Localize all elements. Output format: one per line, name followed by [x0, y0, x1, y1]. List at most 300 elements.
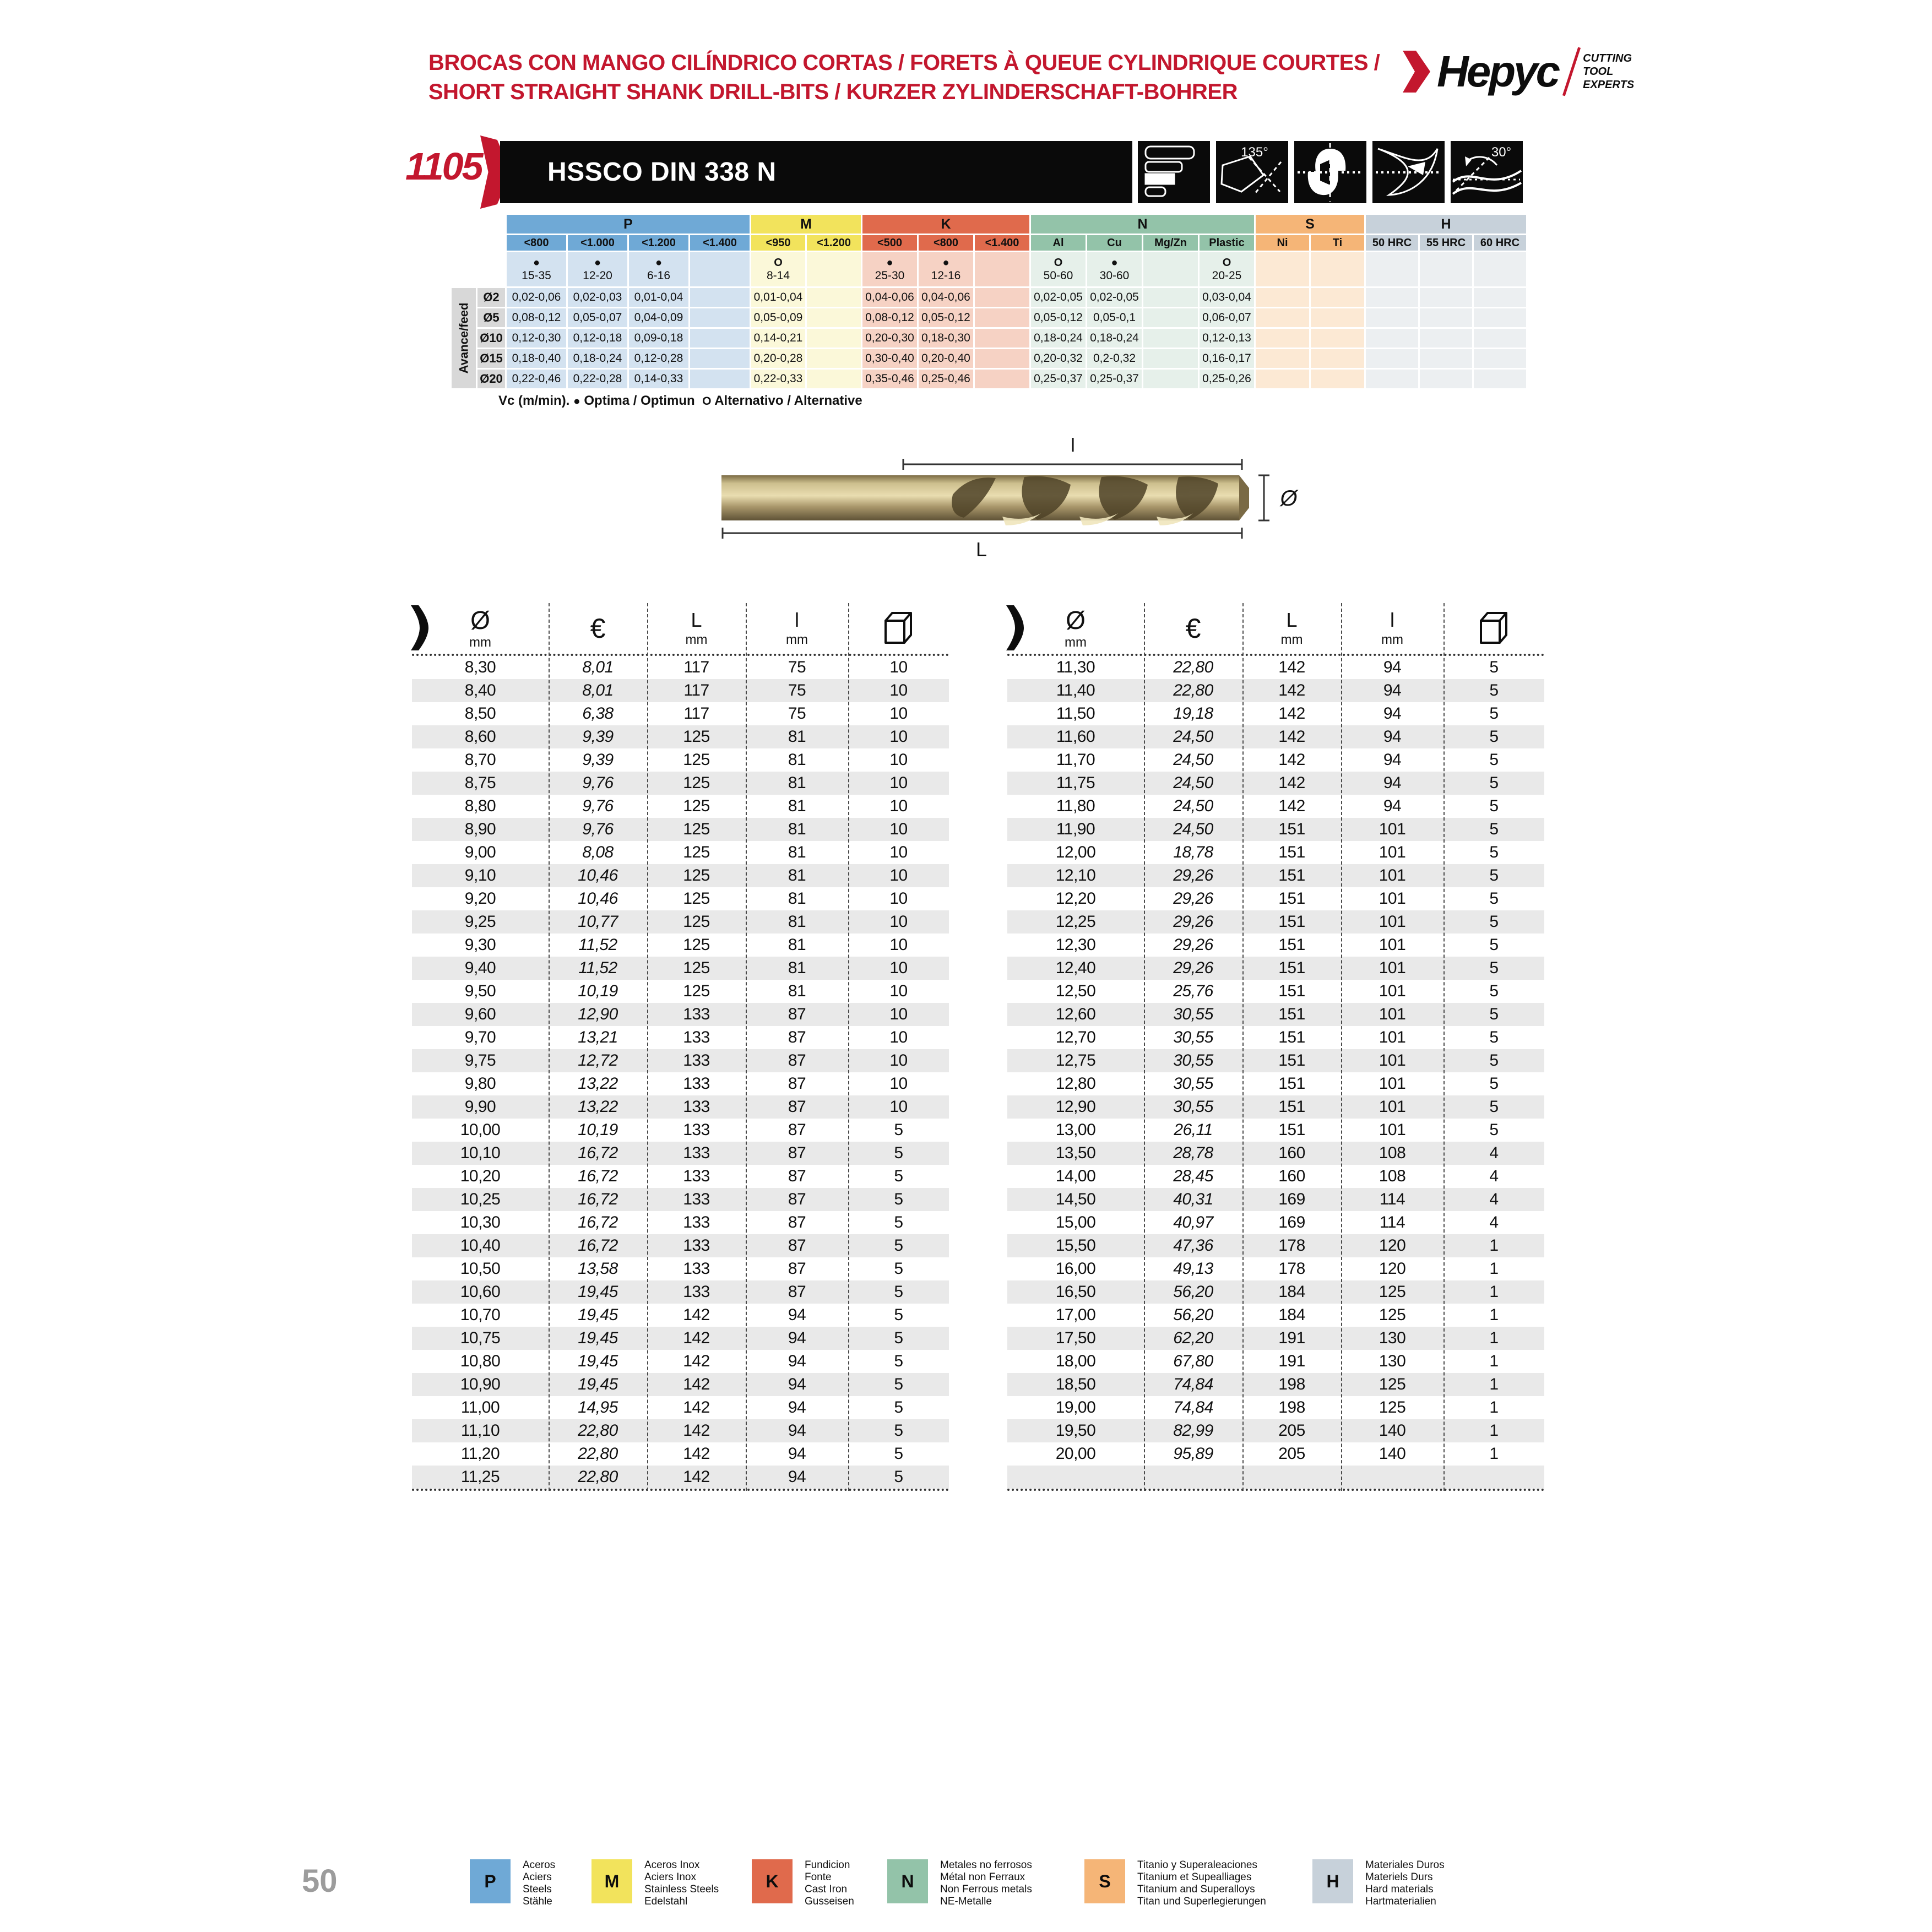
diameter-value: 8,70 [464, 751, 496, 769]
flute-length-value: 87 [788, 1074, 806, 1093]
flute-length-value: 81 [788, 936, 806, 954]
pack-qty-value: 10 [889, 658, 908, 676]
diameter-unit: mm [469, 635, 491, 650]
feed-cell: 0,02-0,05 [1031, 288, 1086, 307]
length-value: 169 [1278, 1190, 1305, 1208]
speed-feed-footnote [498, 393, 862, 409]
diameter-value: 9,50 [464, 982, 496, 1000]
flute-length-value: 125 [1379, 1375, 1406, 1393]
flute-length-value: 94 [788, 1421, 806, 1440]
price-row [1007, 980, 1544, 1003]
flute-length-value: 101 [1379, 1005, 1406, 1023]
diameter-value: 8,80 [464, 797, 496, 815]
alternative-label: Alternativo / Alternative [714, 393, 862, 408]
legend-item-H [1312, 1859, 1445, 1908]
length-value: 133 [683, 1098, 710, 1116]
feed-cell [975, 349, 1029, 368]
pack-qty-value: 5 [1489, 843, 1499, 861]
threshold-N-3: Plastic [1200, 235, 1254, 251]
pack-qty-value: 10 [889, 774, 908, 792]
price-value: 82,99 [1173, 1421, 1213, 1440]
diameter-value: 10,20 [460, 1167, 501, 1185]
flute-length-value: 101 [1379, 866, 1406, 884]
price-row [412, 772, 949, 795]
pack-qty-value: 5 [1489, 866, 1499, 884]
optima-label: Optima / Optimun [584, 393, 695, 408]
col-header-pack-qty [848, 603, 949, 654]
diameter-value: 8,60 [464, 728, 496, 746]
flute-length-value: 87 [788, 1051, 806, 1070]
diameter-value: 18,50 [1055, 1375, 1096, 1393]
length-value: 151 [1278, 843, 1305, 861]
length-value: 125 [683, 913, 710, 931]
pack-qty-value: 5 [894, 1260, 903, 1278]
length-value: 133 [683, 1051, 710, 1070]
flute-length-value: 101 [1379, 936, 1406, 954]
diameter-value: 12,00 [1055, 843, 1096, 861]
legend-swatch-H: H [1312, 1859, 1353, 1903]
flute-length-value: 81 [788, 913, 806, 931]
price-row [412, 934, 949, 957]
feed-cell [1256, 308, 1309, 327]
feed-cell: 0,01-0,04 [751, 288, 805, 307]
length-value: 151 [1278, 936, 1305, 954]
pack-qty-value: 5 [1489, 1121, 1499, 1139]
pack-qty-value: 1 [1489, 1329, 1499, 1347]
price-value: 29,26 [1173, 959, 1213, 977]
pack-qty-value: 5 [894, 1375, 903, 1393]
price-value: 30,55 [1173, 1005, 1213, 1023]
diameter-value: 10,50 [460, 1260, 501, 1278]
length-value: 125 [683, 982, 710, 1000]
price-value: 9,76 [582, 774, 614, 792]
length-value: 160 [1278, 1144, 1305, 1162]
diameter-value: 14,00 [1055, 1167, 1096, 1185]
material-group-K: K [862, 215, 1029, 234]
price-row [412, 679, 949, 702]
length-value: 184 [1278, 1283, 1305, 1301]
diameter-value: 9,10 [464, 866, 496, 884]
diameter-value: 9,60 [464, 1005, 496, 1023]
diameter-value: 13,00 [1055, 1121, 1096, 1139]
price-value: 10,19 [578, 1121, 618, 1139]
feed-cell: 0,25-0,26 [1200, 370, 1254, 388]
price-row [1007, 1072, 1544, 1095]
length-value: 198 [1278, 1398, 1305, 1417]
length-value: 125 [683, 936, 710, 954]
pack-qty-value: 1 [1489, 1445, 1499, 1463]
feed-cell [1420, 308, 1472, 327]
price-value: 19,45 [578, 1352, 618, 1370]
pack-qty-value: 10 [889, 797, 908, 815]
diameter-value: 10,00 [460, 1121, 501, 1139]
flute-length-value: 87 [788, 1098, 806, 1116]
price-row [412, 887, 949, 910]
vc-cell-14 [1311, 252, 1364, 286]
diameter-value: 12,60 [1055, 1005, 1096, 1023]
price-table-header [412, 603, 949, 656]
pack-qty-value: 4 [1489, 1190, 1499, 1208]
length-value: 133 [683, 1121, 710, 1139]
price-row [1007, 1119, 1544, 1142]
vc-cell-9: O 50-60 [1031, 252, 1086, 286]
threshold-N-0: Al [1031, 235, 1086, 251]
flute-length-value: 75 [788, 658, 806, 676]
price-row [412, 1211, 949, 1234]
diameter-value: 11,30 [1056, 658, 1095, 676]
diameter-value: 8,30 [464, 658, 496, 676]
length-value: 191 [1278, 1352, 1305, 1370]
pack-qty-value: 5 [1489, 913, 1499, 931]
flute-length-value: 75 [788, 681, 806, 699]
feed-cell [1474, 288, 1526, 307]
price-value: 47,36 [1173, 1236, 1213, 1255]
flute-unit: mm [786, 632, 808, 647]
feed-cell: 0,14-0,21 [751, 329, 805, 348]
feed-cell: 0,05-0,12 [1031, 308, 1086, 327]
flute-length-value: 94 [788, 1352, 806, 1370]
material-group-P: P [507, 215, 750, 234]
vc-cell-13 [1256, 252, 1309, 286]
price-row [412, 818, 949, 841]
flute-length-value: 101 [1379, 843, 1406, 861]
feed-cell [1256, 329, 1309, 348]
feed-cell: 0,05-0,1 [1087, 308, 1142, 327]
vc-cell-2: ● 6-16 [629, 252, 688, 286]
pack-qty-value: 5 [1489, 889, 1499, 908]
material-group-H: H [1366, 215, 1526, 234]
flute-length-value: 81 [788, 843, 806, 861]
price-row [412, 656, 949, 679]
length-value: 133 [683, 1190, 710, 1208]
threshold-H-2: 60 HRC [1474, 235, 1526, 251]
flute-length-value: 94 [1383, 658, 1402, 676]
feed-cell [1474, 349, 1526, 368]
length-value: 133 [683, 1260, 710, 1278]
pack-qty-value: 1 [1489, 1236, 1499, 1255]
feed-cell: 0,12-0,18 [568, 329, 627, 348]
column-separator [549, 603, 550, 1491]
threshold-P-3: <1.400 [690, 235, 750, 251]
price-value: 22,80 [578, 1445, 618, 1463]
price-value: 16,72 [578, 1190, 618, 1208]
diameter-value: 16,00 [1055, 1260, 1096, 1278]
price-value: 25,76 [1173, 982, 1213, 1000]
logo-tagline-3: EXPERTS [1583, 79, 1635, 91]
legend-text-N: Metales no ferrosos Métal non Ferraux Non Ferrous metals NE-Metalle [940, 1859, 1032, 1907]
price-row [412, 1188, 949, 1211]
page-title-line2: SHORT STRAIGHT SHANK DRILL-BITS / KURZER ZYLINDERSCHAFT-BOHRER [428, 80, 1238, 104]
diameter-value: 10,90 [460, 1375, 501, 1393]
optima-symbol: ● [573, 395, 580, 408]
price-row [1007, 702, 1544, 725]
length-value: 142 [1278, 704, 1305, 723]
pack-qty-value: 1 [1489, 1283, 1499, 1301]
feed-cell: 0,20-0,32 [1031, 349, 1086, 368]
price-value: 24,50 [1173, 751, 1213, 769]
feed-cell: 0,12-0,13 [1200, 329, 1254, 348]
length-value: 133 [683, 1144, 710, 1162]
pack-qty-value: 5 [894, 1236, 903, 1255]
flute-length-value: 94 [788, 1306, 806, 1324]
flute-length-value: 87 [788, 1213, 806, 1231]
diameter-value: 12,40 [1055, 959, 1096, 977]
pack-qty-value: 1 [1489, 1375, 1499, 1393]
feed-cell: 0,01-0,04 [629, 288, 688, 307]
logo-tagline [1583, 52, 1634, 91]
col-header-diameter [1007, 603, 1144, 654]
pack-qty-value: 5 [1489, 658, 1499, 676]
price-row [412, 864, 949, 887]
legend-text-K: Fundicion Fonte Cast Iron Gusseisen [805, 1859, 854, 1907]
price-value: 8,01 [582, 658, 614, 676]
legend-text-S: Titanio y Superaleaciones Titanium et Supealliages Titanium and Superalloys Titan und Superlegierungen [1137, 1859, 1266, 1907]
price-row [1007, 656, 1544, 679]
price-row [1007, 725, 1544, 748]
vc-cell-5 [807, 252, 861, 286]
flute-length-value: 87 [788, 1236, 806, 1255]
feed-cell: 0,02-0,03 [568, 288, 627, 307]
length-unit: mm [1280, 632, 1303, 647]
flute-length-value: 101 [1379, 1028, 1406, 1046]
price-row [412, 1373, 949, 1396]
price-value: 18,78 [1173, 843, 1213, 861]
price-value: 19,45 [578, 1283, 618, 1301]
pack-qty-value: 5 [894, 1445, 903, 1463]
feed-cell: 0,25-0,46 [919, 370, 973, 388]
flute-length-value: 87 [788, 1144, 806, 1162]
diameter-value: 15,00 [1055, 1213, 1096, 1231]
diameter-value: 10,75 [460, 1329, 501, 1347]
price-row [1007, 1003, 1544, 1026]
diameter-value: 16,50 [1055, 1283, 1096, 1301]
feed-cell [1311, 349, 1364, 368]
feed-cell: 0,04-0,06 [919, 288, 973, 307]
price-value: 30,55 [1173, 1051, 1213, 1070]
price-table-left [412, 603, 949, 1491]
threshold-M-1: <1.200 [807, 235, 861, 251]
feed-cell: 0,04-0,06 [862, 288, 917, 307]
flute-length-value: 108 [1379, 1167, 1406, 1185]
diameter-symbol: Ø [470, 606, 490, 634]
pack-qty-value: 10 [889, 1098, 908, 1116]
price-table-body [1007, 656, 1544, 1491]
feed-cell: 0,18-0,24 [1087, 329, 1142, 348]
flute-length-value: 101 [1379, 1051, 1406, 1070]
price-value: 8,08 [582, 843, 614, 861]
length-value: 151 [1278, 1028, 1305, 1046]
vc-cell-10: ● 30-60 [1087, 252, 1142, 286]
flute-length-value: 101 [1379, 1098, 1406, 1116]
feed-cell [690, 288, 750, 307]
flute-length-value: 114 [1379, 1213, 1405, 1231]
length-value: 133 [683, 1028, 710, 1046]
column-separator [1144, 603, 1145, 1491]
price-table-right [1007, 603, 1544, 1491]
diameter-value: 9,80 [464, 1074, 496, 1093]
price-table-header [1007, 603, 1544, 656]
diameter-value: 12,70 [1055, 1028, 1096, 1046]
flute-length-value: 94 [1383, 797, 1402, 815]
length-value: 184 [1278, 1306, 1305, 1324]
feed-cell [1143, 370, 1198, 388]
diameter-value: 12,30 [1055, 936, 1096, 954]
price-value: 16,72 [578, 1213, 618, 1231]
column-separator [848, 603, 849, 1491]
flute-length-value: 87 [788, 1028, 806, 1046]
material-group-S: S [1256, 215, 1364, 234]
length-value: 133 [683, 1167, 710, 1185]
price-row [412, 910, 949, 934]
length-value: 142 [1278, 681, 1305, 699]
length-value: 142 [1278, 774, 1305, 792]
price-value: 16,72 [578, 1144, 618, 1162]
vc-cell-17 [1474, 252, 1526, 286]
threshold-H-0: 50 HRC [1366, 235, 1418, 251]
length-value: 142 [1278, 728, 1305, 746]
pack-qty-value: 5 [1489, 751, 1499, 769]
length-value: 133 [683, 1283, 710, 1301]
length-value: 142 [1278, 658, 1305, 676]
flute-symbol: l [795, 609, 799, 631]
flute-length-value: 101 [1379, 913, 1406, 931]
feed-cell [1311, 329, 1364, 348]
column-separator [746, 603, 747, 1491]
column-separator [1242, 603, 1244, 1491]
flute-profile-icon [1372, 141, 1445, 203]
vc-cell-4: O 8-14 [751, 252, 805, 286]
diameter-value: 12,10 [1055, 866, 1096, 884]
feed-cell [975, 308, 1029, 327]
price-value: 19,45 [578, 1375, 618, 1393]
length-value: 205 [1278, 1445, 1305, 1463]
feed-cell [1143, 288, 1198, 307]
price-row [1007, 1026, 1544, 1049]
pack-qty-value: 10 [889, 1005, 908, 1023]
price-row [1007, 1234, 1544, 1257]
flute-length-value: 120 [1379, 1260, 1406, 1278]
price-value: 22,80 [1173, 681, 1213, 699]
feed-cell: 0,08-0,12 [507, 308, 566, 327]
flute-length-value: 81 [788, 820, 806, 838]
price-value: 9,76 [582, 797, 614, 815]
price-row [1007, 1466, 1544, 1489]
diameter-value: 12,50 [1055, 982, 1096, 1000]
pack-qty-value: 5 [1489, 1028, 1499, 1046]
price-row [1007, 1396, 1544, 1419]
flute-length-value: 87 [788, 1167, 806, 1185]
col-header-flute-length [746, 603, 848, 654]
pack-qty-value: 10 [889, 728, 908, 746]
diameter-value: 18,00 [1055, 1352, 1096, 1370]
price-value: 9,39 [582, 728, 614, 746]
feed-cell: 0,14-0,33 [629, 370, 688, 388]
box-icon [881, 611, 916, 646]
length-value: 151 [1278, 1121, 1305, 1139]
pack-qty-value: 10 [889, 866, 908, 884]
feed-cell: 0,03-0,04 [1200, 288, 1254, 307]
price-value: 56,20 [1173, 1283, 1213, 1301]
legend-item-S [1084, 1859, 1266, 1908]
price-row [1007, 818, 1544, 841]
pack-qty-value: 5 [894, 1190, 903, 1208]
pack-qty-value: 5 [1489, 704, 1499, 723]
logo-slash [1562, 47, 1581, 96]
price-value: 95,89 [1173, 1445, 1213, 1463]
length-value: 151 [1278, 959, 1305, 977]
legend-swatch-M: M [591, 1859, 632, 1903]
column-separator [1443, 603, 1445, 1491]
diameter-value: 10,80 [460, 1352, 501, 1370]
length-value: 125 [683, 843, 710, 861]
logo-tagline-2: TOOL [1583, 66, 1614, 78]
feed-cell [690, 370, 750, 388]
threshold-K-0: <500 [862, 235, 917, 251]
pack-qty-value: 5 [894, 1329, 903, 1347]
diameter-value: 11,70 [1056, 751, 1095, 769]
pack-qty-value: 5 [1489, 959, 1499, 977]
diameter-value: 12,90 [1055, 1098, 1096, 1116]
diameter-value: 10,60 [460, 1283, 501, 1301]
legend-item-M [591, 1859, 719, 1908]
pack-qty-value: 5 [1489, 936, 1499, 954]
pack-qty-value: 5 [1489, 1051, 1499, 1070]
feed-cell [1420, 329, 1472, 348]
length-value: 142 [683, 1352, 710, 1370]
threshold-N-1: Cu [1087, 235, 1142, 251]
price-value: 9,39 [582, 751, 614, 769]
feed-cell [1256, 370, 1309, 388]
length-value: 151 [1278, 1051, 1305, 1070]
diameter-value: 12,25 [1055, 913, 1096, 931]
price-row [412, 702, 949, 725]
price-row [412, 1072, 949, 1095]
price-row [412, 1049, 949, 1072]
pack-qty-value: 5 [894, 1144, 903, 1162]
feed-cell [807, 288, 861, 307]
feed-row-label-Ø10: Ø10 [477, 329, 505, 348]
length-value: 151 [1278, 913, 1305, 931]
diameter-value: 10,25 [460, 1190, 501, 1208]
pack-qty-value: 10 [889, 681, 908, 699]
cross-section-icon [1294, 141, 1366, 203]
feed-cell: 0,35-0,46 [862, 370, 917, 388]
threshold-P-0: <800 [507, 235, 566, 251]
length-value: 142 [683, 1375, 710, 1393]
flute-length-value: 81 [788, 959, 806, 977]
price-value: 19,45 [578, 1329, 618, 1347]
feed-cell [1311, 370, 1364, 388]
feed-cell: 0,05-0,07 [568, 308, 627, 327]
pack-qty-value: 5 [894, 1398, 903, 1417]
threshold-K-1: <800 [919, 235, 973, 251]
pack-qty-value: 5 [1489, 1098, 1499, 1116]
pack-qty-value: 10 [889, 704, 908, 723]
length-value: 117 [683, 658, 709, 676]
diameter-value: 11,25 [460, 1468, 500, 1486]
feed-cell [807, 329, 861, 348]
feed-cell: 0,18-0,40 [507, 349, 566, 368]
legend-text-M: Aceros Inox Aciers Inox Stainless Steels Edelstahl [644, 1859, 719, 1907]
diameter-value: 11,40 [1056, 681, 1095, 699]
flute-length-value: 81 [788, 982, 806, 1000]
pack-qty-value: 5 [894, 1352, 903, 1370]
flute-length-value: 94 [1383, 728, 1402, 746]
feed-cell [807, 349, 861, 368]
diameter-value: 12,20 [1055, 889, 1096, 908]
helix-angle-label: 30° [1491, 145, 1512, 160]
feed-cell [1366, 308, 1418, 327]
